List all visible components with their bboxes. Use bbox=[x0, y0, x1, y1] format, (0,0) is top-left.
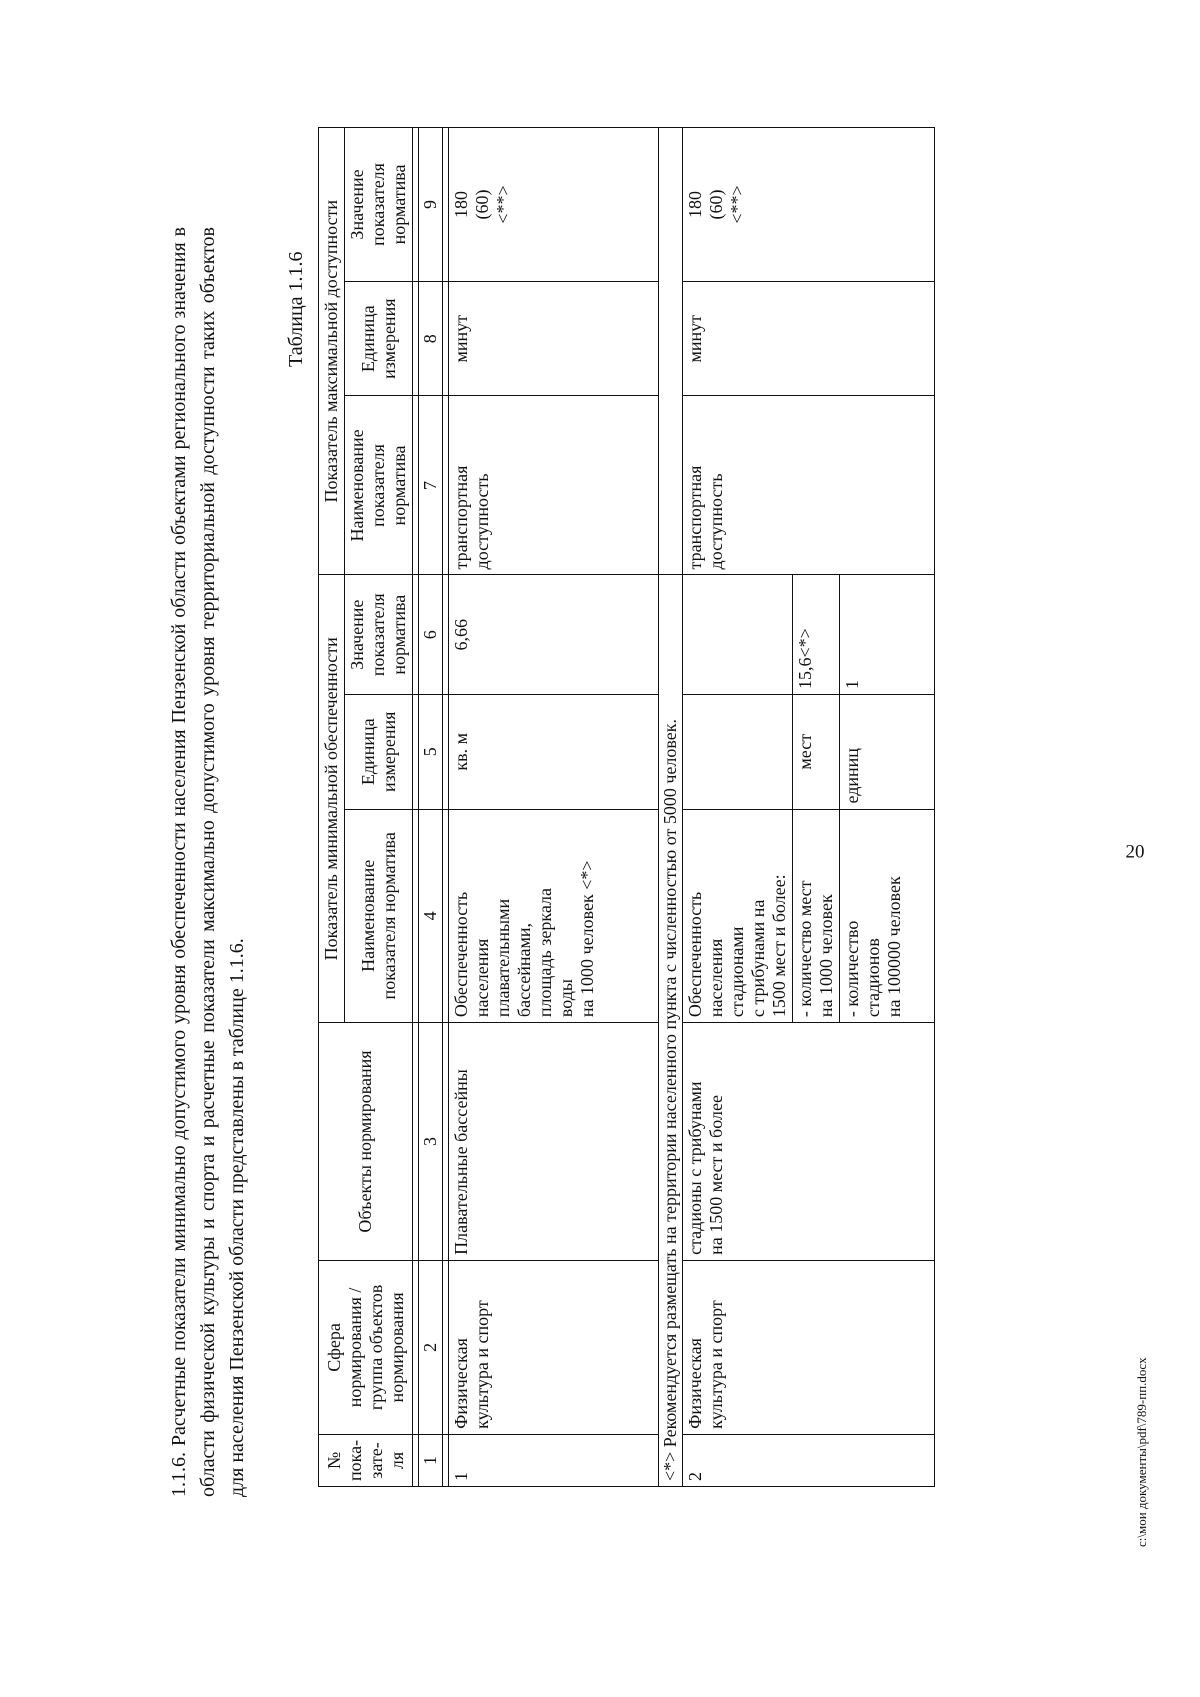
min-unit-cell bbox=[683, 694, 793, 809]
max-name-cell: транспортная доступность bbox=[449, 396, 659, 575]
max-unit-cell: минут bbox=[683, 281, 935, 396]
sub-unit-cell: единиц bbox=[840, 694, 935, 809]
table-note-row bbox=[659, 128, 683, 1487]
object-cell: Плавательные бассейны bbox=[449, 1023, 659, 1261]
header-row-1 bbox=[319, 128, 345, 1487]
sphere-cell: Физическая культура и спорт bbox=[683, 1260, 935, 1434]
min-name-cell: Обеспеченность населения стадионами с трибунами на 1500 мест и более: bbox=[683, 809, 793, 1023]
header-max-value: Значение показателя норматива bbox=[345, 128, 413, 282]
header-max-name: Наименование показателя норматива bbox=[345, 396, 413, 575]
column-number: 4 bbox=[419, 809, 443, 1023]
header-sphere: Сфера нормирования / группа объектов нормирования bbox=[319, 1260, 413, 1434]
object-cell: стадионы с трибунами на 1500 мест и более bbox=[683, 1023, 935, 1261]
max-value-cell: 180 (60) <**> bbox=[449, 128, 659, 282]
header-objects: Объекты нормирования bbox=[319, 1023, 413, 1261]
column-number-row bbox=[419, 128, 443, 1487]
max-unit-cell: минут bbox=[449, 281, 659, 396]
min-name-cell: Обеспеченность населения плавательными бассейнами, площадь зеркала воды на 1000 человек <*> bbox=[449, 809, 659, 1023]
sub-value-cell: 15,6<*> bbox=[793, 575, 840, 695]
table-note: <*> Рекомендуется размещать на территории населенного пункта с численностью от 5000 человек. bbox=[659, 575, 683, 1487]
row-number: 2 bbox=[683, 1434, 935, 1486]
column-number: 1 bbox=[419, 1434, 443, 1486]
table-row bbox=[683, 128, 793, 1487]
standards-table bbox=[318, 127, 935, 1487]
sub-name-cell: - количество мест на 1000 человек bbox=[793, 809, 840, 1023]
column-number: 7 bbox=[419, 396, 443, 575]
column-number: 3 bbox=[419, 1023, 443, 1261]
sub-unit-cell: мест bbox=[793, 694, 840, 809]
header-max-accessibility: Показатель максимальной доступности bbox=[319, 128, 345, 575]
column-number: 5 bbox=[419, 694, 443, 809]
max-name-cell: транспортная доступность bbox=[683, 396, 935, 575]
min-value-cell: 6,66 bbox=[449, 575, 659, 695]
column-number: 9 bbox=[419, 128, 443, 282]
max-value-cell: 180 (60) <**> bbox=[683, 128, 935, 282]
column-number: 2 bbox=[419, 1260, 443, 1434]
row-number: 1 bbox=[449, 1434, 659, 1486]
sphere-cell: Физическая культура и спорт bbox=[449, 1260, 659, 1434]
min-unit-cell: кв. м bbox=[449, 694, 659, 809]
intro-line-1: 1.1.6. Расчетные показатели минимально допустимого уровня обеспеченности населения Пензенской области объектами bbox=[168, 455, 190, 1497]
page-number: 20 bbox=[1125, 841, 1145, 863]
note-filler bbox=[659, 128, 683, 575]
min-value-cell bbox=[683, 575, 793, 695]
intro-line-3: территориальной доступности таких объектов для населения Пензенской области представлены в таблице 1.1.6. bbox=[197, 227, 248, 1497]
header-min-value: Значение показателя норматива bbox=[345, 575, 413, 695]
header-min-provision: Показатель минимальной обеспеченности bbox=[319, 575, 345, 1023]
intro-line-2: регионального значения в области физической культуры и спорта и расчетные показатели максимально допустимого уровня bbox=[168, 226, 219, 1497]
header-indicator-number: № пока- зате- ля bbox=[319, 1434, 413, 1486]
intro-paragraph bbox=[165, 227, 252, 1497]
column-number: 6 bbox=[419, 575, 443, 695]
header-max-unit: Единица измерения bbox=[345, 281, 413, 396]
sub-value-cell: 1 bbox=[840, 575, 935, 695]
file-path: c:\мои документы\pdf\789-пп.docx bbox=[1134, 1357, 1149, 1547]
table-row bbox=[449, 128, 659, 1487]
table-caption: Таблица 1.1.6 bbox=[285, 251, 307, 367]
column-number: 8 bbox=[419, 281, 443, 396]
sub-name-cell: - количество стадионов на 100000 человек bbox=[840, 809, 935, 1023]
header-min-name: Наименование показателя норматива bbox=[345, 809, 413, 1023]
header-min-unit: Единица измерения bbox=[345, 694, 413, 809]
